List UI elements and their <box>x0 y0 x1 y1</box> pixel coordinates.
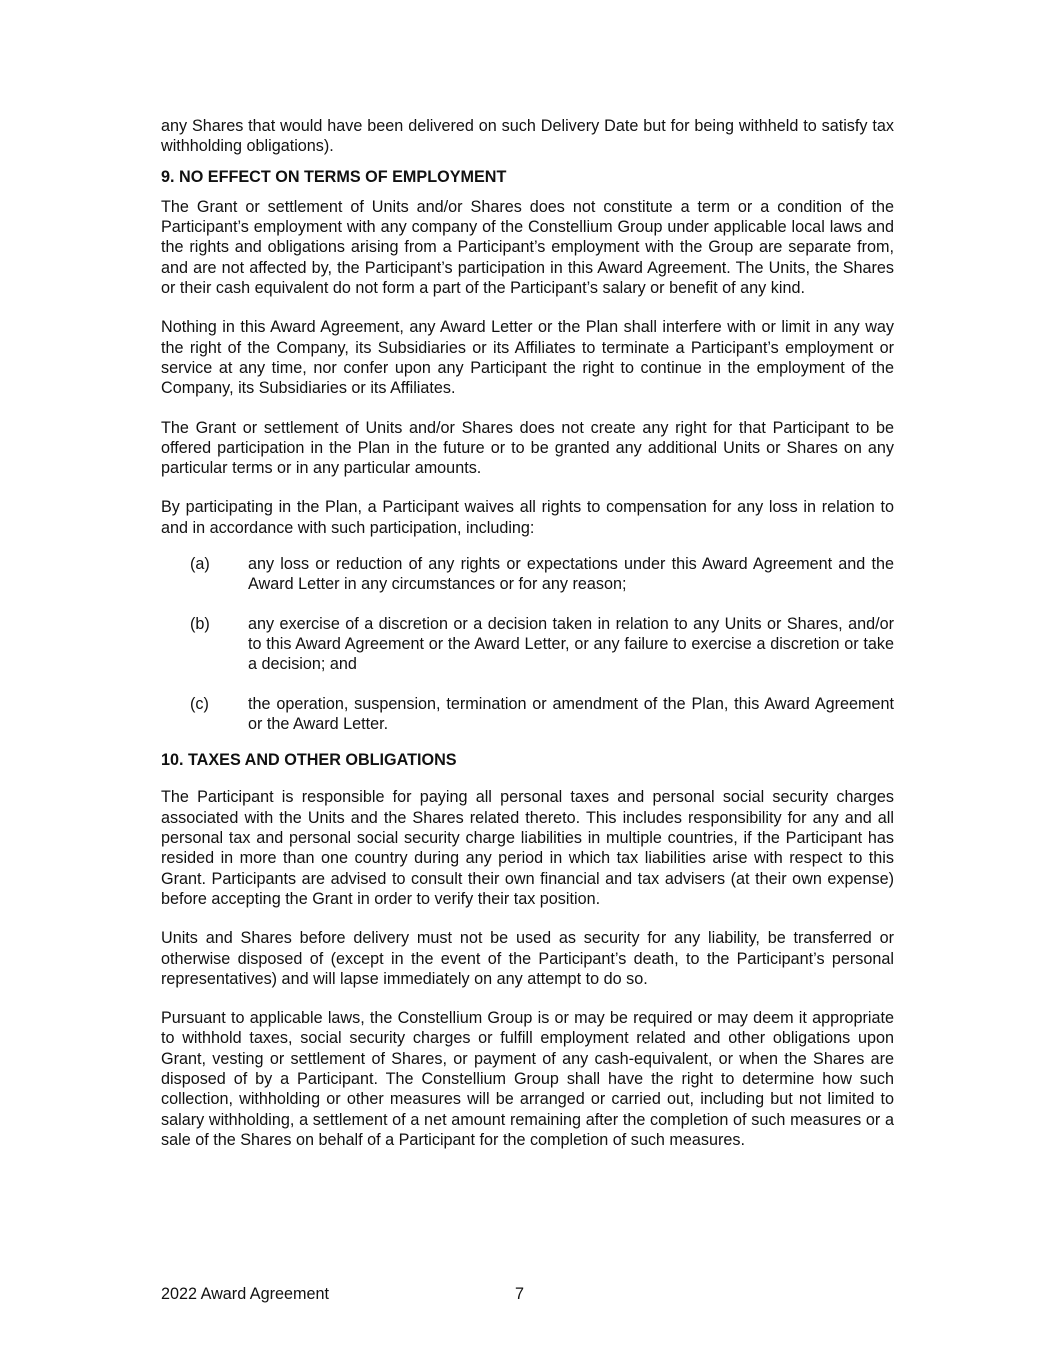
section-9-paragraph-4: By participating in the Plan, a Participant waives all rights to compensation for any loss in relation to and in accordance with such participation, including: <box>161 498 894 537</box>
section-9-heading: 9. NO EFFECT ON TERMS OF EMPLOYMENT <box>161 167 507 186</box>
list-marker: (c) <box>190 694 209 713</box>
section-10-paragraph-2: Units and Shares before delivery must not be used as security for any liability, be transferred or otherwise disposed of (except in the event of the Participant’s death, to the Participant’s personal representatives) and will lapse immediately on any attempt to do so. <box>161 929 894 988</box>
section-10-paragraph-1: The Participant is responsible for paying all personal taxes and personal social security charges associated with the Units and the Shares related thereto. This includes responsibility for any and all personal tax and personal social security charge liabilities in multiple countries, if the Participant has resided in more than one country during any period in which tax liabilities arise with respect to this Grant. Participants are advised to consult their own financial and tax advisers (at their own expense) before accepting the Grant in order to verify their tax position. <box>161 788 894 908</box>
footer-title: 2022 Award Agreement <box>161 1285 329 1303</box>
section-9-paragraph-1: The Grant or settlement of Units and/or Shares does not constitute a term or a condition of the Participant’s employment with any company of the Constellium Group under applicable local laws and the rights and obligations arising from a Participant’s employment with the Group are separate from, and are not affected by, the Participant’s participation in this Award Agreement. The Units, the Shares or their cash equivalent do not form a part of the Participant’s salary or benefit of any kind. <box>161 197 894 298</box>
list-item-c <box>161 694 894 735</box>
section-9-paragraph-2: Nothing in this Award Agreement, any Award Letter or the Plan shall interfere with or limit in any way the right of the Company, its Subsidiaries or its Affiliates to terminate a Participant’s employment or service at any time, nor confer upon any Participant the right to continue in the employment of the Company, its Subsidiaries or its Affiliates. <box>161 318 894 398</box>
list-item-b <box>161 614 894 675</box>
list-marker: (a) <box>190 555 210 574</box>
list-item-text: the operation, suspension, termination or amendment of the Plan, this Award Agreement or the Award Letter. <box>248 694 894 733</box>
list-marker: (b) <box>190 614 210 633</box>
page-number: 7 <box>515 1285 525 1303</box>
page-footer <box>161 1285 525 1304</box>
list-item-text: any exercise of a discretion or a decision taken in relation to any Units or Shares, and/or to this Award Agreement or the Award Letter, or any failure to exercise a discretion or take a decision; and <box>248 614 894 674</box>
section-10-paragraph-3: Pursuant to applicable laws, the Constellium Group is or may be required or may deem it appropriate to withhold taxes, social security charges or fulfill employment related and other obligations upon Grant, vesting or settlement of Shares, or payment of any cash-equivalent, or when the Shares are disposed of by a Participant. The Constellium Group shall have the right to determine how such collection, withholding or other measures will be arranged or carried out, including but not limited to salary withholding, a settlement of a net amount remaining after the completion of such measures or a sale of the Shares on behalf of a Participant for the completion of such measures. <box>161 1009 894 1149</box>
list-item-a <box>161 554 894 595</box>
continuation-paragraph: any Shares that would have been delivered on such Delivery Date but for being withheld to satisfy tax withholding obligations). <box>161 117 894 156</box>
list-item-text: any loss or reduction of any rights or expectations under this Award Agreement and the Award Letter in any circumstances or for any reason; <box>248 555 894 594</box>
section-9-paragraph-3: The Grant or settlement of Units and/or Shares does not create any right for that Participant to be offered participation in the Plan in the future or to be granted any additional Units or Shares on any particular terms or in any particular amounts. <box>161 418 894 478</box>
document-page <box>161 116 894 1169</box>
section-10-heading: 10. TAXES AND OTHER OBLIGATIONS <box>161 751 457 770</box>
